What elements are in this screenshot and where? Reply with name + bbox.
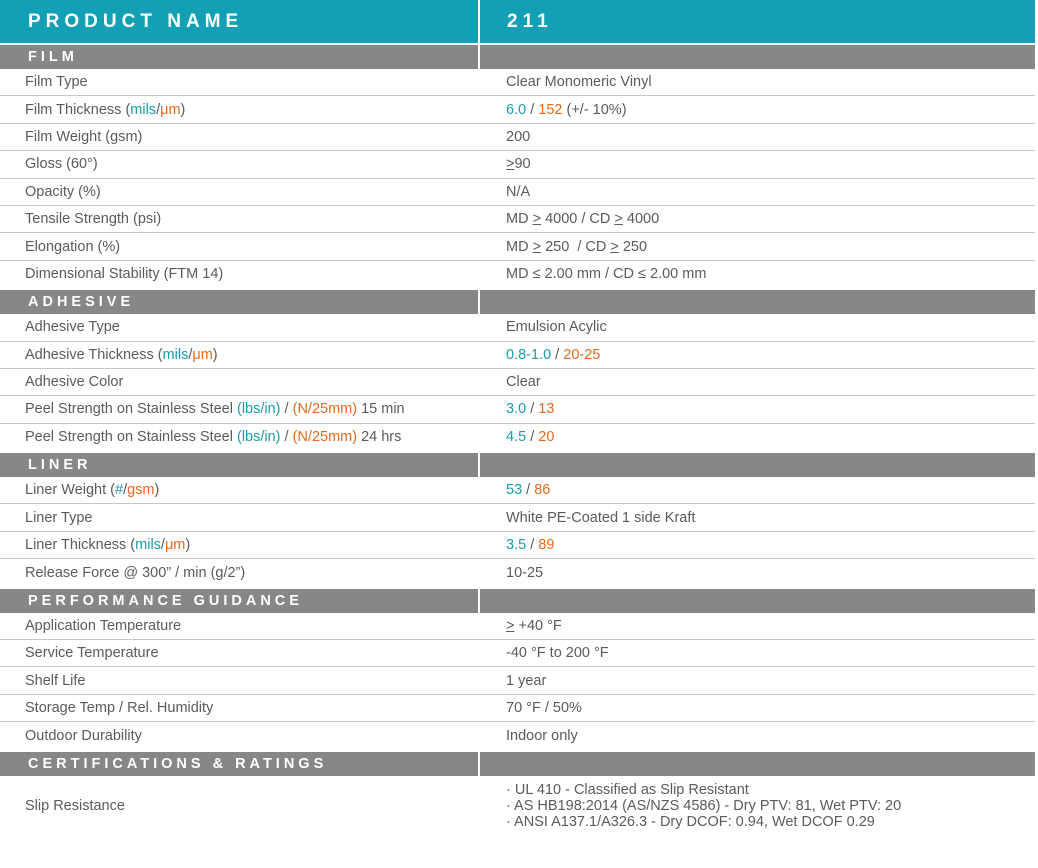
table-row [0,261,1035,288]
row-value [478,532,1035,558]
row-label: Outdoor Durability [25,727,142,744]
row-label: Application Temperature [25,617,182,634]
row-value: Emulsion Acylic [478,314,1035,340]
value-separator: / [526,101,539,118]
value-separator: / [526,401,539,418]
section-title: FILM [28,49,78,65]
row-label: Liner Type [25,509,93,526]
row-label: Elongation (%) [25,238,121,255]
row-value [478,206,1035,232]
value-separator: / [522,482,535,499]
section-title: ADHESIVE [28,294,135,311]
row-label: Storage Temp / Rel. Humidity [25,700,214,716]
unit-imperial: (lbs/in) [237,401,281,418]
label-text: Liner Weight ( [25,482,115,499]
unit-separator: / [188,346,193,363]
value-text: 90 [514,156,531,173]
table-row [0,396,1035,423]
value-metric: 89 [538,537,555,554]
unit-metric: μm [164,537,186,554]
section-adhesive-header [0,290,1035,314]
table-row [0,695,1035,722]
table-row [0,179,1035,206]
value-metric: 152 [538,101,563,118]
certification-list [506,782,901,830]
greater-equal-symbol: > [506,156,515,173]
label-text: ) [212,346,218,363]
row-label: Tensile Strength (psi) [25,211,162,228]
row-value [478,151,1035,177]
table-row [0,722,1035,749]
row-value: 200 [478,124,1035,150]
unit-separator: / [123,482,128,499]
row-value: 10-25 [478,559,1035,586]
row-value [478,96,1035,122]
table-row [0,424,1035,451]
value-separator: / [526,537,539,554]
unit-metric: μm [192,346,213,363]
row-label [0,96,478,122]
value-text: 4000 [622,211,660,228]
section-film-header [0,45,1035,69]
section-title: CERTIFICATIONS & RATINGS [28,755,328,772]
row-value [478,613,1035,639]
greater-equal-symbol: > [532,211,542,228]
row-label [0,342,478,368]
row-label: Adhesive Color [25,374,124,391]
row-label: Slip Resistance [25,797,125,814]
table-row [0,613,1035,640]
value-metric: 13 [538,401,555,418]
row-value: 1 year [478,667,1035,693]
table-row [0,151,1035,178]
row-value [478,776,1035,836]
value-imperial: 6.0 [506,101,527,118]
row-label [0,532,478,558]
value-imperial: 4.5 [506,429,527,446]
unit-separator: / [160,537,165,554]
row-value [478,342,1035,368]
table-row [0,233,1035,260]
greater-equal-symbol: > [614,211,623,228]
value-text: MD [506,238,533,255]
value-imperial: 3.0 [506,401,527,418]
table-row [0,124,1035,151]
row-value [478,396,1035,422]
table-row [0,667,1035,694]
value-text: +40 °F [514,617,562,634]
label-text: 24 hrs [357,429,402,446]
list-item: · UL 410 - Classified as Slip Resistant [506,781,749,798]
section-certifications-header [0,752,1035,776]
value-separator: / [526,429,539,446]
row-value [478,477,1035,503]
row-value: Clear [478,369,1035,395]
product-name-label: PRODUCT NAME [28,10,244,32]
label-text: ) [185,537,191,554]
value-metric: 20 [538,429,555,446]
row-label: Dimensional Stability (FTM 14) [25,266,224,283]
value-separator: / [551,346,564,363]
unit-metric: gsm [127,482,155,499]
greater-equal-symbol: > [532,238,542,255]
value-text: 250 / CD [541,238,611,255]
greater-equal-symbol: > [610,238,619,255]
value-imperial: 53 [506,482,523,499]
table-row [0,477,1035,504]
label-text: ) [154,482,160,499]
row-label: Shelf Life [25,672,86,689]
label-text: Peel Strength on Stainless Steel [25,401,237,418]
value-text: 250 [618,238,648,255]
row-label [0,477,478,503]
table-row [0,206,1035,233]
unit-separator: / [280,429,293,446]
label-text: Liner Thickness ( [25,537,136,554]
table-row [0,369,1035,396]
unit-separator: / [156,101,161,118]
row-value: MD ≤ 2.00 mm / CD ≤ 2.00 mm [478,261,1035,288]
row-label: Service Temperature [25,645,159,662]
label-text: Adhesive Thickness ( [25,346,163,363]
table-row [0,532,1035,559]
row-label: Gloss (60°) [25,156,98,173]
table-header [0,0,1035,43]
list-item: · ANSI A137.1/A326.3 - Dry DCOF: 0.94, Wet DCOF 0.29 [506,813,875,830]
row-label [0,424,478,451]
table-row [0,504,1035,531]
section-liner-header [0,453,1035,477]
row-label: Film Type [25,74,88,91]
unit-metric: μm [160,101,181,118]
label-text: Peel Strength on Stainless Steel [25,429,237,446]
section-title: LINER [28,457,92,474]
unit-imperial: mils [162,346,189,363]
value-text: 4000 / CD [541,211,615,228]
row-value: N/A [478,179,1035,205]
value-tolerance: (+/- 10%) [562,101,627,118]
label-text: Film Thickness ( [25,101,131,118]
unit-imperial: # [115,482,124,499]
row-label [0,396,478,422]
unit-imperial: (lbs/in) [237,429,281,446]
value-imperial: 0.8-1.0 [506,346,552,363]
row-value [478,233,1035,259]
row-label: Opacity (%) [25,183,101,200]
value-text: MD [506,211,533,228]
unit-separator: / [280,401,293,418]
table-row [0,314,1035,341]
table-row [0,640,1035,667]
row-value: Indoor only [478,722,1035,749]
table-row [0,342,1035,369]
table-row [0,776,1035,836]
row-value: Clear Monomeric Vinyl [478,69,1035,95]
table-row [0,69,1035,96]
row-value: 70 °F / 50% [478,695,1035,721]
row-value [478,424,1035,451]
list-item: · AS HB198:2014 (AS/NZS 4586) - Dry PTV: 81, Wet PTV: 20 [506,797,902,814]
product-number: 211 [478,0,1035,43]
label-text: ) [180,101,186,118]
unit-metric: (N/25mm) [292,429,358,446]
unit-metric: (N/25mm) [292,401,358,418]
unit-imperial: mils [130,101,157,118]
row-value: -40 °F to 200 °F [478,640,1035,666]
value-metric: 86 [534,482,551,499]
greater-equal-symbol: > [506,617,515,634]
section-title: PERFORMANCE GUIDANCE [28,592,303,609]
row-label: Film Weight (gsm) [25,128,143,145]
row-label: Release Force @ 300” / min (g/2”) [25,564,246,581]
table-row [0,559,1035,586]
unit-imperial: mils [135,537,161,554]
value-metric: 20-25 [563,346,601,363]
row-value: White PE-Coated 1 side Kraft [478,504,1035,530]
value-imperial: 3.5 [506,537,527,554]
section-performance-header [0,589,1035,613]
row-label: Adhesive Type [25,319,120,336]
table-row [0,96,1035,123]
label-text: 15 min [357,401,405,418]
